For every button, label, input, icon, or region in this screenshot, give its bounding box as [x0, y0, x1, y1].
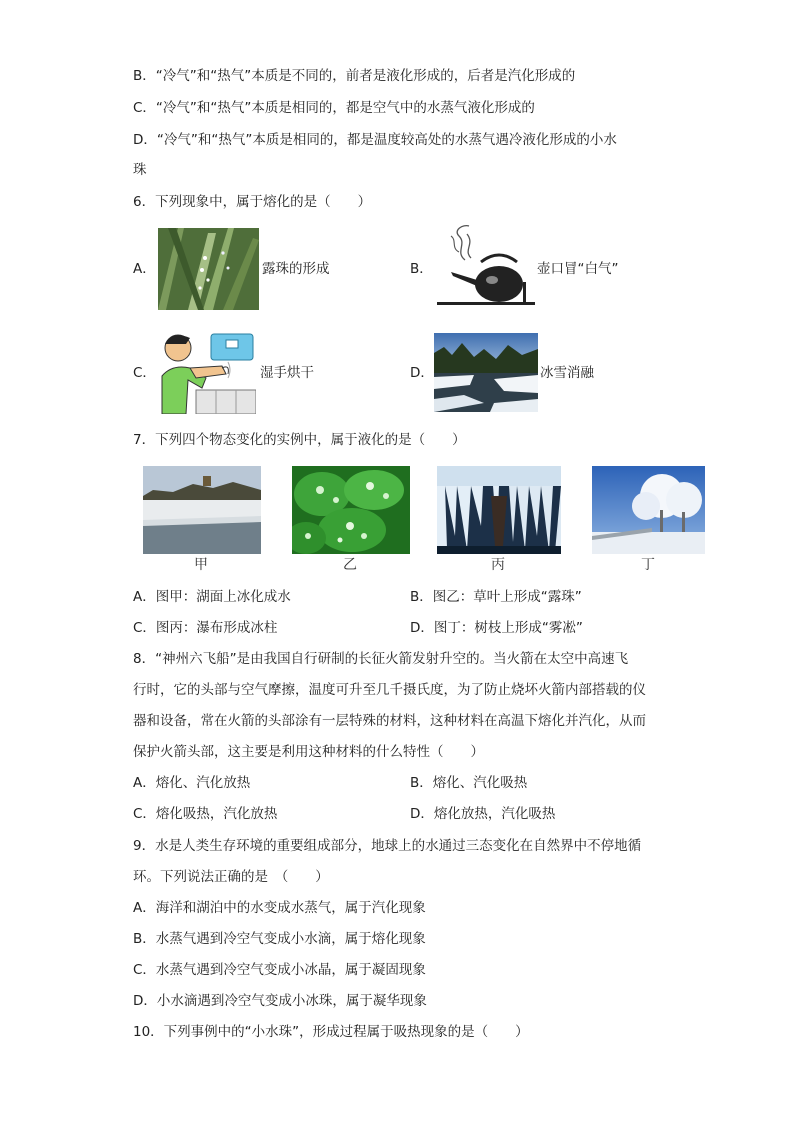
- q9-option-a: A．海洋和湖泊中的水变成水蒸气，属于汽化现象: [133, 900, 426, 916]
- kettle-steam-image: [437, 222, 535, 312]
- rime-trees-image: [592, 466, 705, 554]
- q7-option-c: C．图丙：瀑布形成冰柱: [133, 620, 278, 636]
- q8-option-c: C．熔化吸热，汽化放热: [133, 806, 278, 822]
- lake-ice-image: [143, 466, 261, 554]
- dew-grass-image: [158, 228, 259, 310]
- q6-option-c-letter: C．: [133, 365, 156, 381]
- q8-option-d: D．熔化放热，汽化吸热: [410, 806, 556, 822]
- hand-dryer-image: [156, 328, 256, 414]
- q8-stem-line2: 行时，它的头部与空气摩擦，温度可升至几千摄氏度，为了防止烧坏火箭内部搭载的仪: [133, 682, 646, 698]
- q7-caption-yi: 乙: [343, 557, 357, 573]
- melting-snow-image: [434, 333, 538, 412]
- q6-option-a-text: 露珠的形成: [262, 261, 330, 277]
- q6-option-a-letter: A．: [133, 261, 156, 277]
- q7-stem: 7．下列四个物态变化的实例中，属于液化的是（ ）: [133, 432, 466, 448]
- q10-stem: 10．下列事例中的“小水珠”，形成过程属于吸热现象的是（ ）: [133, 1024, 529, 1040]
- q6-option-b-letter: B．: [410, 261, 433, 277]
- q9-stem-line2: 环。下列说法正确的是 （ ）: [133, 869, 329, 885]
- q5-option-d-line2: 珠: [133, 162, 147, 178]
- icicles-waterfall-image: [437, 466, 561, 554]
- q6-option-d-text: 冰雪消融: [540, 365, 594, 381]
- q8-stem-line3: 器和设备，常在火箭的头部涂有一层特殊的材料，这种材料在高温下熔化并汽化，从而: [133, 713, 646, 729]
- q9-option-b: B．水蒸气遇到冷空气变成小水滴，属于熔化现象: [133, 931, 426, 947]
- q6-stem: 6．下列现象中，属于熔化的是（ ）: [133, 194, 372, 210]
- q7-caption-ding: 丁: [641, 557, 655, 573]
- dew-leaves-image: [292, 466, 410, 554]
- q7-caption-jia: 甲: [194, 557, 208, 573]
- q9-option-c: C．水蒸气遇到冷空气变成小冰晶，属于凝固现象: [133, 962, 426, 978]
- q9-stem-line1: 9．水是人类生存环境的重要组成部分，地球上的水通过三态变化在自然界中不停地循: [133, 838, 642, 854]
- q5-option-b: B．“冷气”和“热气”本质是不同的，前者是液化形成的，后者是汽化形成的: [133, 68, 576, 84]
- q8-stem-line4: 保护火箭头部，这主要是利用这种材料的什么特性（ ）: [133, 744, 484, 760]
- q6-option-d-letter: D．: [410, 365, 434, 381]
- q8-option-a: A．熔化、汽化放热: [133, 775, 251, 791]
- q7-caption-bing: 丙: [491, 557, 505, 573]
- q8-option-b: B．熔化、汽化吸热: [410, 775, 528, 791]
- q8-stem-line1: 8．“神州六飞船”是由我国自行研制的长征火箭发射升空的。当火箭在太空中高速飞: [133, 651, 629, 667]
- q7-option-b: B．图乙：草叶上形成“露珠”: [410, 589, 582, 605]
- q5-option-c: C．“冷气”和“热气”本质是相同的，都是空气中的水蒸气液化形成的: [133, 100, 535, 116]
- q7-option-d: D．图丁：树枝上形成“雾凇”: [410, 620, 583, 636]
- q7-option-a: A．图甲：湖面上冰化成水: [133, 589, 291, 605]
- q9-option-d: D．小水滴遇到冷空气变成小冰珠，属于凝华现象: [133, 993, 427, 1009]
- q6-option-c-text: 湿手烘干: [260, 365, 314, 381]
- q6-option-b-text: 壶口冒“白气”: [537, 261, 619, 277]
- q5-option-d-line1: D．“冷气”和“热气”本质是相同的，都是温度较高处的水蒸气遇冷液化形成的小水: [133, 132, 617, 148]
